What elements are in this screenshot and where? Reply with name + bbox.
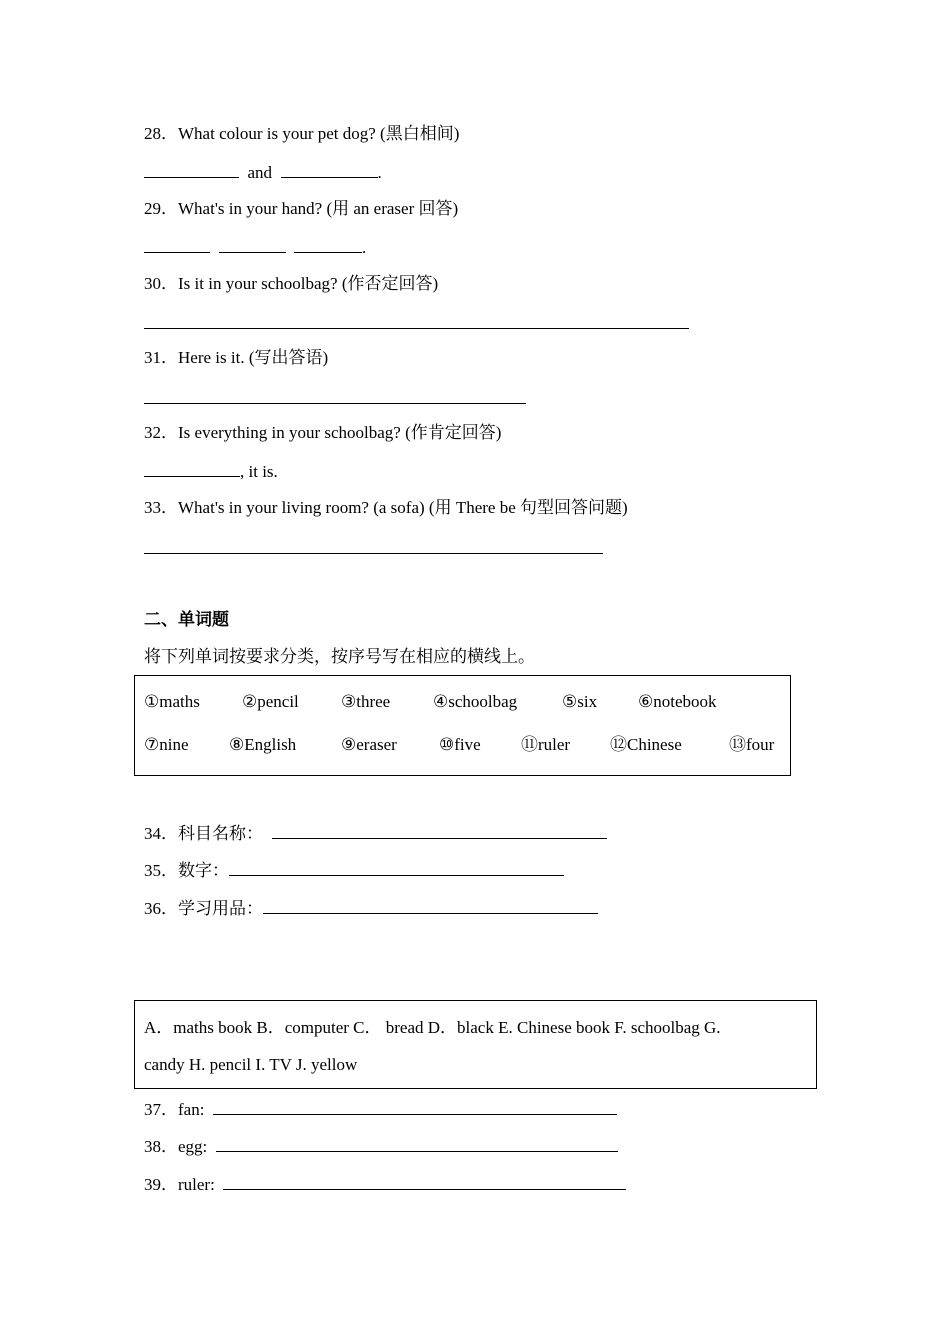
- question-label: 学习用品：: [178, 899, 263, 918]
- word-item: ⑤six: [562, 692, 598, 711]
- word-item: ⑧English: [229, 735, 297, 754]
- word-item: ⑥notebook: [638, 692, 717, 711]
- answer-line-32: [144, 460, 278, 483]
- answer-blank[interactable]: [294, 236, 362, 253]
- question-30: [144, 273, 438, 295]
- answer-line-31[interactable]: [144, 403, 526, 404]
- answer-blank[interactable]: [281, 161, 378, 178]
- answer-blank[interactable]: [272, 822, 607, 839]
- question-text: What's in your living room? (a sofa) (用 There be 句型回答问题): [178, 498, 628, 517]
- word-item: ④schoolbag: [433, 692, 518, 711]
- answer-blank[interactable]: [229, 859, 564, 876]
- question-number: 36．: [144, 899, 178, 918]
- connector-text: and: [247, 163, 273, 182]
- question-text: Here is it. (写出答语): [178, 348, 329, 367]
- word-item: ⑫Chinese: [610, 735, 682, 754]
- answer-blank[interactable]: [219, 236, 286, 253]
- question-text: What's in your hand? (用 an eraser 回答): [178, 199, 459, 218]
- answer-tail: , it is.: [240, 462, 278, 481]
- word-item: ⑦nine: [144, 735, 189, 754]
- answer-blank[interactable]: [144, 236, 210, 253]
- question-label: ruler:: [178, 1175, 215, 1194]
- word-item: ①maths: [144, 692, 200, 711]
- question-number: 32．: [144, 423, 178, 442]
- word-item: ⑨eraser: [341, 735, 397, 754]
- answer-line-30[interactable]: [144, 328, 689, 329]
- answer-line-28: [144, 161, 382, 184]
- question-text: What colour is your pet dog? (黑白相间): [178, 124, 460, 143]
- question-number: 29．: [144, 199, 178, 218]
- options-box: [134, 1000, 817, 1089]
- answer-blank[interactable]: [213, 1098, 617, 1115]
- question-28: [144, 123, 459, 145]
- question-label: egg:: [178, 1137, 208, 1156]
- question-39: [144, 1173, 626, 1196]
- word-item: ③three: [341, 692, 391, 711]
- question-label: fan:: [178, 1100, 205, 1119]
- word-bank-box: [134, 675, 791, 776]
- question-38: [144, 1135, 618, 1158]
- answer-blank[interactable]: [216, 1135, 618, 1152]
- answer-line-33[interactable]: [144, 553, 603, 554]
- question-number: 39．: [144, 1175, 178, 1194]
- section-heading: 二、单词题: [144, 610, 229, 630]
- question-29: [144, 198, 458, 220]
- answer-blank[interactable]: [144, 460, 240, 477]
- punctuation: .: [377, 163, 382, 182]
- options-line: A．maths book B．computer C． bread D．black E. Chinese book F. schoolbag G.: [144, 1018, 721, 1037]
- answer-blank[interactable]: [263, 897, 598, 914]
- question-34: [144, 822, 607, 845]
- question-35: [144, 859, 564, 882]
- answer-line-29: [144, 236, 366, 259]
- answer-blank[interactable]: [144, 161, 239, 178]
- question-37: [144, 1098, 617, 1121]
- question-number: 35．: [144, 861, 178, 880]
- answer-blank[interactable]: [223, 1173, 626, 1190]
- options-line: candy H. pencil I. TV J. yellow: [144, 1055, 358, 1074]
- question-number: 28．: [144, 124, 178, 143]
- word-item: ⑬four: [729, 735, 775, 754]
- question-number: 37．: [144, 1100, 178, 1119]
- question-31: [144, 347, 328, 369]
- question-number: 30．: [144, 274, 178, 293]
- question-number: 34．: [144, 824, 178, 843]
- word-item: ⑩five: [439, 735, 481, 754]
- question-label: 科目名称：: [178, 824, 263, 843]
- punctuation: .: [362, 238, 367, 257]
- question-number: 33．: [144, 498, 178, 517]
- section-instruction: 将下列单词按要求分类，按序号写在相应的横线上。: [144, 647, 535, 666]
- question-33: [144, 497, 628, 519]
- question-number: 38．: [144, 1137, 178, 1156]
- question-36: [144, 897, 598, 920]
- question-label: 数字：: [178, 861, 229, 880]
- question-number: 31．: [144, 348, 178, 367]
- word-item: ②pencil: [242, 692, 299, 711]
- question-text: Is it in your schoolbag? (作否定回答): [178, 274, 439, 293]
- word-item: ⑪ruler: [521, 735, 571, 754]
- question-text: Is everything in your schoolbag? (作肯定回答): [178, 423, 502, 442]
- question-32: [144, 422, 501, 444]
